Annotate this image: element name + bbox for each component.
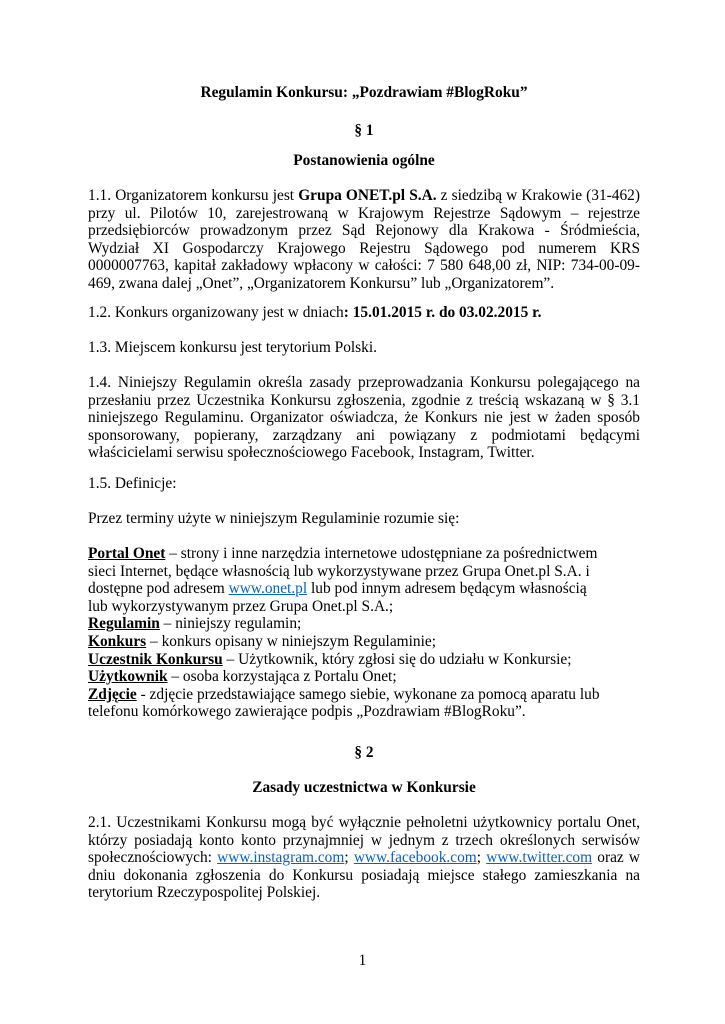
facebook-link[interactable]: www.facebook.com <box>353 849 477 867</box>
definition-zdjecie <box>88 686 640 721</box>
p1-2-prefix: 1.2. Konkurs organizowany jest w dniach <box>88 304 344 321</box>
p2-1-rest: oraz w dniu dokonania zgłoszenia do Konkursu posiadają miejsce stałego zamieszkania na terytorium Rzeczypospolitej Polskiej. <box>88 849 641 902</box>
definition-uzytkownik-text: – osoba korzystająca z Portalu Onet; <box>167 668 397 686</box>
paragraph-1-3: 1.3. Miejscem konkursu jest terytorium Polski. <box>88 339 377 356</box>
term-regulamin: Regulamin <box>88 615 160 633</box>
section-2-number: § 2 <box>354 744 374 761</box>
definition-portal-onet <box>88 545 640 615</box>
definitions-list <box>88 545 640 721</box>
term-zdjecie: Zdjęcie <box>88 685 137 703</box>
definition-uczestnik-text: – Użytkownik, który zgłosi się do udziału w Konkursie; <box>222 650 572 668</box>
definitions-intro: Przez terminy użyte w niniejszym Regulaminie rozumie się: <box>88 510 460 527</box>
term-uzytkownik: Użytkownik <box>88 668 168 686</box>
section-1-number: § 1 <box>354 122 374 139</box>
term-uczestnik: Uczestnik Konkursu <box>88 650 223 668</box>
definition-uczestnik <box>88 651 640 669</box>
organizer-name: Grupa ONET.pl S.A. <box>298 187 437 204</box>
p1-1-rest: z siedzibą w Krakowie (31-462) przy ul. Pilotów 10, zarejestrowaną w Krajowym Rejestrze Sądowym – rejestrze przedsiębiorców prowadzonym przez Sąd Rejonowy dla Krakowa - Śródmieścia, Wydział XI Gospodarczy Krajowego Rejestru Sądowego pod numerem KRS 0000007763, kapitał zakładowy wpłacony w całości: 7 580 648,00 zł, NIP: 734-00-09-469, zwana dalej „Onet”, „Organizatorem Konkursu” lub „Organizatorem”. <box>88 187 640 292</box>
document-title: Regulamin Konkursu: „Pozdrawiam #BlogRoku” <box>200 84 528 101</box>
paragraph-1-2 <box>88 304 640 322</box>
onet-link[interactable]: www.onet.pl <box>228 580 308 598</box>
contest-dates: : 15.01.2015 r. do 03.02.2015 r. <box>343 304 542 321</box>
paragraph-1-4: 1.4. Niniejszy Regulamin określa zasady przeprowadzania Konkursu polegającego na przesłaniu przez Uczestnika Konkursu zgłoszenia, zgodnie z treścią wskazaną w § 3.1 niniejszego Regulaminu. Organizator oświadcza, że Konkurs nie jest w żaden sposób sponsorowany, popierany, zarządzany ani powiązany z podmiotami będącymi właścicielami serwisu społecznościowego Facebook, Instagram, Twitter. <box>88 374 640 462</box>
p1-1-prefix: 1.1. Organizatorem konkursu jest <box>88 187 299 204</box>
definition-uzytkownik <box>88 668 640 686</box>
definition-portal-text-a: – strony i inne narzędzia internetowe udostępniane za pośrednictwem sieci Internet, będące własnością lub wykorzystywane przez Grupa Onet.pl S.A. i dostępne pod adresem <box>88 545 598 598</box>
term-portal-onet: Portal Onet <box>88 545 166 562</box>
twitter-link[interactable]: www.twitter.com <box>486 849 593 867</box>
section-1-heading: Postanowienia ogólne <box>293 152 435 169</box>
p2-1-prefix: 2.1. Uczestnikami Konkursu mogą być wyłącznie pełnoletni użytkownicy portalu Onet, którzy posiadają konto konto przynajmniej w jednym z trzech określonych serwisów społecznościowych: <box>88 814 640 867</box>
instagram-link[interactable]: www.instagram.com <box>217 849 345 867</box>
definition-portal-text-b: lub pod innym adresem będącym własnością lub wykorzystywanym przez Grupa Onet.pl S.A.; <box>88 580 587 615</box>
page-number: 1 <box>358 952 367 969</box>
definition-regulamin <box>88 615 640 633</box>
p2-1-sep-1: ; <box>344 849 354 867</box>
p2-1-sep-2: ; <box>476 849 487 867</box>
paragraph-2-1 <box>88 814 640 902</box>
definition-konkurs-text: – konkurs opisany w niniejszym Regulaminie; <box>146 632 436 650</box>
paragraph-1-1 <box>88 187 640 293</box>
term-konkurs: Konkurs <box>88 632 147 650</box>
section-2-heading: Zasady uczestnictwa w Konkursie <box>252 779 476 796</box>
paragraph-1-5: 1.5. Definicje: <box>88 475 177 492</box>
definition-regulamin-text: – niniejszy regulamin; <box>159 615 302 633</box>
definition-konkurs <box>88 633 640 651</box>
definition-zdjecie-text: - zdjęcie przedstawiające samego siebie, wykonane za pomocą aparatu lub telefonu komórkowego zawierające podpis „Pozdrawiam #BlogRoku”. <box>88 685 600 721</box>
